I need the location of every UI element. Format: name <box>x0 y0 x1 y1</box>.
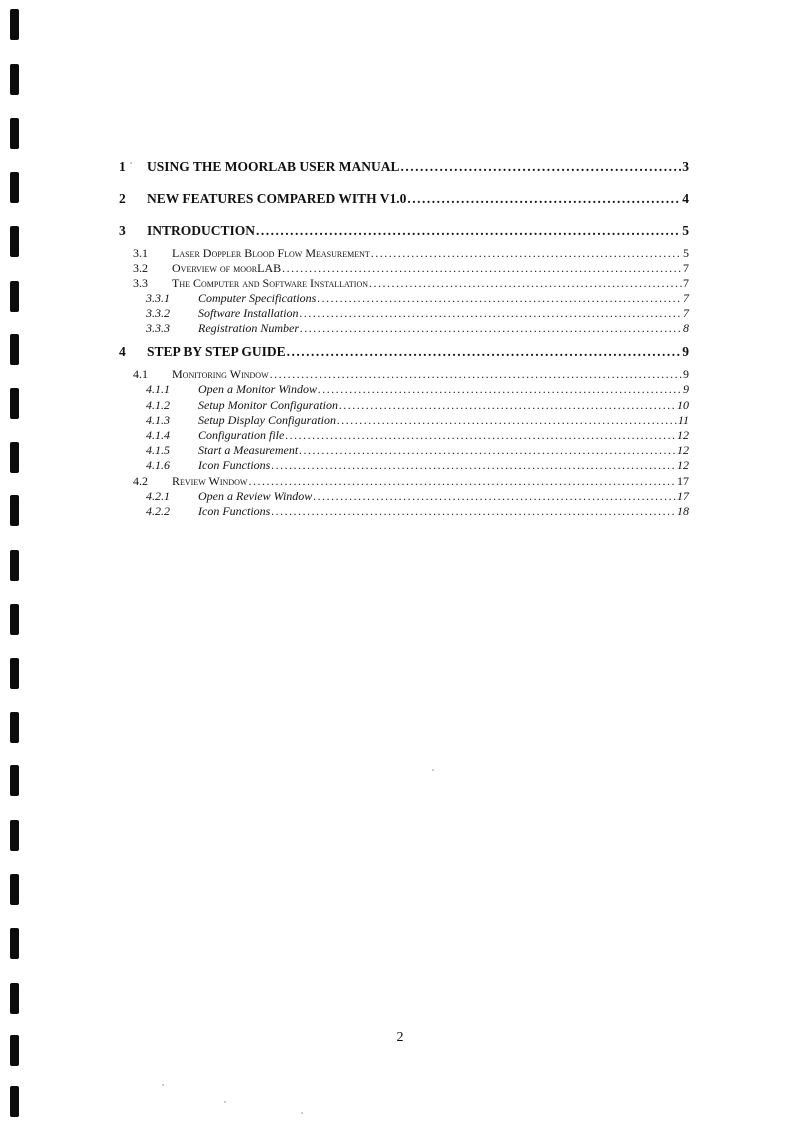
toc-entry-page: 7 <box>683 306 689 320</box>
toc-entry[interactable] <box>119 160 689 174</box>
toc-entry-page: 9 <box>683 382 689 396</box>
toc-entry-number: 4.2.1 <box>146 489 170 503</box>
toc-entry-title: Software Installation <box>198 306 299 320</box>
toc-entry[interactable] <box>133 247 689 259</box>
toc-entry-number: 4.1 <box>133 367 148 381</box>
dot-leader <box>407 192 681 206</box>
toc-entry-page: 17 <box>677 474 689 488</box>
toc-entry-number: 1 <box>119 159 126 174</box>
toc-entry[interactable] <box>146 414 689 426</box>
toc-entry-number: 3.2 <box>133 261 148 275</box>
toc-entry-title: Setup Display Configuration <box>198 413 336 427</box>
dot-leader <box>317 292 682 304</box>
toc-entry-number: 3.1 <box>133 246 148 260</box>
toc-entry-number: 4.1.3 <box>146 413 170 427</box>
toc-entry-page: 12 <box>677 443 689 457</box>
toc-entry[interactable] <box>133 277 689 289</box>
toc-entry-title: STEP BY STEP GUIDE <box>147 344 286 359</box>
toc-entry-title: Icon Functions <box>198 458 271 472</box>
toc-entry[interactable] <box>146 307 689 319</box>
toc-entry-title: Computer Specifications <box>198 291 317 305</box>
toc-entry[interactable] <box>119 345 689 359</box>
dot-leader <box>287 345 682 359</box>
page-number: 2 <box>396 1030 404 1045</box>
dot-leader <box>300 322 682 334</box>
toc-entry-title: Laser Doppler Blood Flow Measurement <box>172 246 370 260</box>
toc-entry-page: 3 <box>682 159 689 174</box>
toc-entry-title: Start a Measurement <box>198 443 299 457</box>
toc-entry-number: 4.1.2 <box>146 398 170 412</box>
toc-entry[interactable] <box>119 224 689 238</box>
toc-entry[interactable] <box>146 322 689 334</box>
toc-entry-title: Registration Number <box>198 321 299 335</box>
toc-entry-title: Icon Functions <box>198 504 271 518</box>
toc-entry-title: NEW FEATURES COMPARED WITH V1.0 <box>147 191 407 206</box>
toc-entry[interactable] <box>133 475 689 487</box>
toc-entry[interactable] <box>146 459 689 471</box>
dot-leader <box>339 399 676 411</box>
toc-entry[interactable] <box>133 368 689 380</box>
toc-entry-page: 5 <box>683 246 689 260</box>
toc-entry-page: 8 <box>683 321 689 335</box>
toc-entry-number: 3.3.3 <box>146 321 170 335</box>
toc-entry[interactable] <box>119 192 689 206</box>
dot-leader <box>256 224 681 238</box>
toc-entry[interactable] <box>146 292 689 304</box>
dot-leader <box>337 414 677 426</box>
toc-entry-title: Setup Monitor Configuration <box>198 398 339 412</box>
toc-entry-page: 18 <box>677 504 689 518</box>
toc-entry-page: 7 <box>683 291 689 305</box>
toc-entry-number: 3.3.2 <box>146 306 170 320</box>
toc-entry-page: 7 <box>683 261 689 275</box>
dot-leader <box>270 368 682 380</box>
toc-entry-number: 4.2.2 <box>146 504 170 518</box>
toc-entry-page: 4 <box>682 191 689 206</box>
toc-entry-title: The Computer and Software Installation <box>172 276 369 290</box>
toc-entry-title: Configuration file <box>198 428 285 442</box>
dot-leader <box>318 383 682 395</box>
toc-entry-page: 9 <box>683 367 689 381</box>
toc-entry[interactable] <box>146 383 689 395</box>
toc-entry[interactable] <box>146 444 689 456</box>
toc-entry-number: 4 <box>119 344 126 359</box>
toc-entry-page: 7 <box>683 276 689 290</box>
dot-leader <box>313 490 676 502</box>
toc-entry-title: Overview of moorLAB <box>172 261 282 275</box>
toc-entry-number: 4.2 <box>133 474 148 488</box>
toc-entry-title: Open a Review Window <box>198 489 313 503</box>
dot-leader <box>282 262 682 274</box>
toc-entry-number: 3 <box>119 223 126 238</box>
dot-leader <box>401 160 682 174</box>
toc-entry-title: USING THE MOORLAB USER MANUAL <box>147 159 400 174</box>
toc-entry[interactable] <box>146 505 689 517</box>
toc-entry-number: 3.3.1 <box>146 291 170 305</box>
toc-entry-number: 4.1.5 <box>146 443 170 457</box>
toc-entry-page: 11 <box>677 413 689 427</box>
toc-entry-page: 12 <box>677 458 689 472</box>
toc-entry-title: Monitoring Window <box>172 367 269 381</box>
toc-entry-title: INTRODUCTION <box>147 223 256 238</box>
dot-leader <box>271 505 676 517</box>
toc-entry[interactable] <box>146 399 689 411</box>
toc-entry-page: 10 <box>677 398 689 412</box>
toc-entry-page: 12 <box>677 428 689 442</box>
toc-entry-page: 9 <box>682 344 689 359</box>
dot-leader <box>248 475 676 487</box>
toc-entry-number: 3.3 <box>133 276 148 290</box>
dot-leader <box>299 444 676 456</box>
dot-leader <box>300 307 682 319</box>
dot-leader <box>369 277 682 289</box>
dot-leader <box>271 459 676 471</box>
toc-entry[interactable] <box>146 429 689 441</box>
toc-entry-title: Open a Monitor Window <box>198 382 317 396</box>
toc-entry[interactable] <box>133 262 689 274</box>
toc-entry-number: 4.1.4 <box>146 428 170 442</box>
toc-entry-number: 4.1.1 <box>146 382 170 396</box>
toc-entry-page: 17 <box>677 489 689 503</box>
toc-entry-number: 2 <box>119 191 126 206</box>
toc-entry[interactable] <box>146 490 689 502</box>
toc-entry-title: Review Window <box>172 474 248 488</box>
toc-entry-page: 5 <box>682 223 689 238</box>
dot-leader <box>285 429 676 441</box>
toc-entry-number: 4.1.6 <box>146 458 170 472</box>
dot-leader <box>371 247 682 259</box>
